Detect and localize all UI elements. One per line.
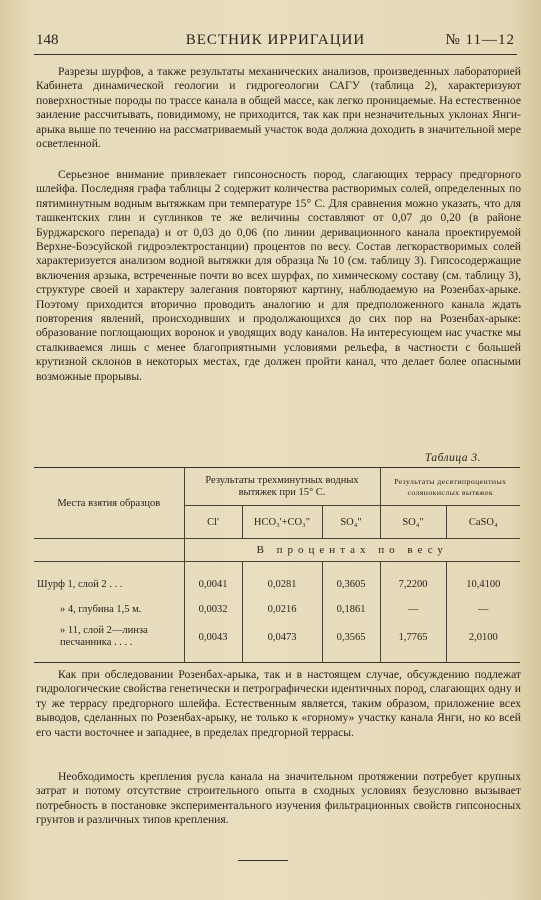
place-column-header: Места взятия образцов	[34, 468, 184, 539]
table-row	[34, 597, 520, 622]
col-carbonate: HCO₃'+CO₃"	[242, 506, 322, 539]
end-separator	[238, 860, 288, 861]
analysis-table	[34, 467, 520, 663]
cell-value: 0,0032	[184, 597, 242, 622]
cell-value: 7,2200	[380, 572, 446, 597]
cell-value: 10,4100	[446, 572, 520, 597]
cell-value: 0,0216	[242, 597, 322, 622]
paragraph-sections: Разрезы шурфов, а также результаты механических анализов, произведенных лабораторией Кабинета динамической геологии и гидрогеологии САГУ (таблица 2), характеризуют поверхностные породы по трассе канала в общей массе, как легко проницаемые. На естественное заиление рассчитывать, повидимому, не приходится, так как при незначительных уклонах Янги-арыка выше по течению на рассматриваемый участок вода должна доходить в значительной мере осветленной.	[36, 65, 521, 151]
unit-row: В процентах по весу	[184, 539, 520, 562]
page-number: 148	[36, 32, 59, 48]
cell-value: 1,7765	[380, 622, 446, 652]
row-place: » 4, глубина 1,5 м.	[60, 604, 142, 615]
issue-number: № 11—12	[445, 32, 515, 48]
cell-value: 0,1861	[322, 597, 380, 622]
acid-extract-group-header: Результаты десятипроцентных солянокислых вытяжек	[380, 468, 520, 506]
col-sulfate-water: SO₄"	[322, 506, 380, 539]
paragraph-analogy: Как при обследовании Розенбах-арыка, так и в настоящем случае, обсуждению подлежат гидрологические свойства генетически и петрографически идентичных пород, слагающих одну и ту же террасу предгорного шлейфа. Естественным является, таким образом, приложение всех выводов, сделанных по Розенбах-арыку, не только к «горному» участку канала Янги, но ко всей его части восточнее и западнее, в пределах предгорной террасы.	[36, 668, 521, 739]
col-chloride: Cl'	[184, 506, 242, 539]
cell-value: —	[446, 597, 520, 622]
col-caso4: CaSO₄	[446, 506, 520, 539]
row-place: » 11, слой 2—линза песчанника . . . .	[60, 625, 148, 648]
paragraph-lining: Необходимость крепления русла канала на значительном протяжении потребует крупных затрат и потому отсутствие строительного опыта в сходных условиях безусловно вызывает потребность в постановке экспериментального изучения фильтрационных свойств гипсоносных грунтов и различных типов крепления.	[36, 770, 521, 827]
cell-value: 2,0100	[446, 622, 520, 652]
table-row	[34, 622, 520, 652]
cell-value: 0,3605	[322, 572, 380, 597]
cell-value: 0,0281	[242, 572, 322, 597]
table-caption: Таблица 3.	[424, 452, 481, 464]
row-place: Шурф 1, слой 2 . . .	[37, 579, 123, 590]
paragraph-gypsum: Серьезное внимание привлекает гипсоносность пород, слагающих террасу предгорного шлейфа. Последняя графа таблицы 2 содержит количества растворимых солей, определенных по пятиминутным водным вытяжкам при температуре 15° С. Для сравнения можно указать, что для ташкентских глин и суглинков те же величины составляют от 0,07 до 0,20 (в районе Бурджарского перепада) и от 0,03 до 0,06 (по линии деривационного канала проектируемой Верхне-Боэсуйской гидроэлектростанции) процентов по весу. Состав легкорастворимых солей характеризуется анализом водной вытяжки для образца № 10 (см. таблицу 3). Гипсосодержащие включения арзыка, встреченные почти во всех шурфах, по химическому составу (см. таблицу 3), структуре своей и характеру залегания повторяют картину, наблюдаемую на Розенбах-арыке. Поэтому приходится вторично проводить аналогию и для предположенного канала ждать повторения явлений, происходивших и продолжающихся до сих пор на Розенбах-арыке: образование поглощающих воронок и уводящих воду каналов. На интересующем нас участке мы сталкиваемся лишь с менее благоприятными условиями рельефа, в частности с большей крутизной склонов в некоторых местах, где должен пройти канал, что делает более опасными возможные прорывы.	[36, 168, 521, 383]
cell-value: 0,0041	[184, 572, 242, 597]
journal-title: ВЕСТНИК ИРРИГАЦИИ	[185, 32, 366, 48]
cell-value: 0,3565	[322, 622, 380, 652]
table-row	[34, 572, 520, 597]
cell-value: 0,0043	[184, 622, 242, 652]
col-sulfate-acid: SO₄"	[380, 506, 446, 539]
page-header	[34, 30, 517, 55]
cell-value: —	[380, 597, 446, 622]
cell-value: 0,0473	[242, 622, 322, 652]
water-extract-group-header: Результаты трехминутных водных вытяжек при 15° С.	[184, 468, 380, 506]
